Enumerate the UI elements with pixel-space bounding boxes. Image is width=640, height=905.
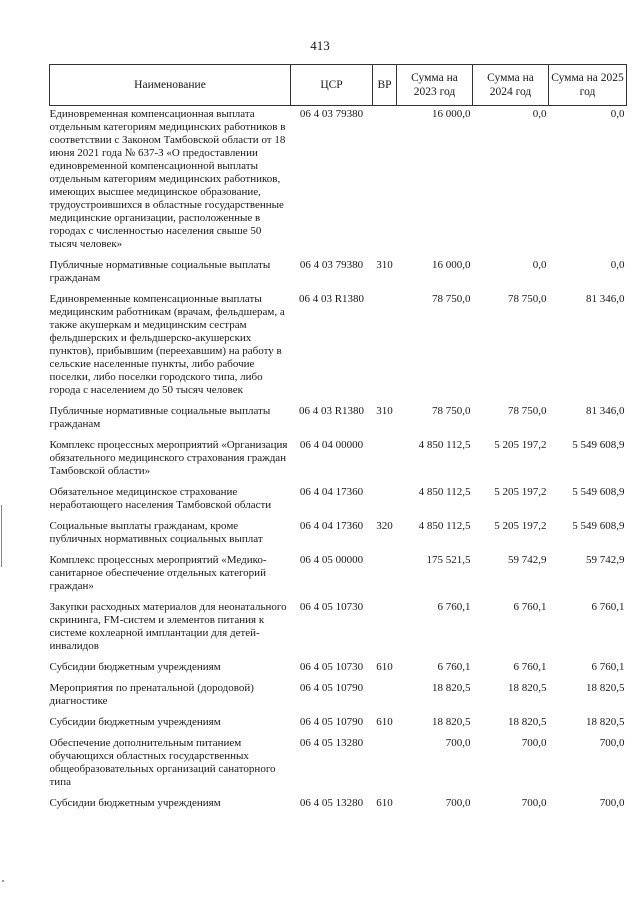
row-sum-2025: 6 760,1	[591, 661, 625, 673]
row-csr: 06 4 04 17360	[299, 486, 364, 498]
table-header-row	[50, 65, 627, 106]
row-sum-2025: 700,0	[599, 737, 625, 749]
row-vr: 320	[376, 520, 393, 532]
row-vr: 610	[376, 661, 393, 673]
row-sum-2023: 18 820,5	[432, 716, 471, 728]
row-name: Публичные нормативные социальные выплаты гражданам	[49, 259, 271, 284]
page-number: 413	[310, 38, 330, 53]
row-sum-2025: 18 820,5	[586, 682, 625, 694]
header-sum-2025: Сумма на 2025 год	[549, 65, 627, 106]
row-sum-2024: 59 742,9	[508, 554, 547, 566]
row-sum-2024: 5 205 197,2	[494, 486, 547, 498]
row-name: Комплекс процессных мероприятий «Организация обязательного медицинского страхования граждан Тамбовской области»	[49, 439, 288, 477]
row-sum-2023: 4 850 112,5	[418, 486, 471, 498]
scan-speck	[2, 880, 4, 882]
row-csr: 06 4 05 00000	[299, 554, 364, 566]
row-vr	[373, 106, 397, 258]
row-sum-2025: 0,0	[610, 259, 625, 271]
row-sum-2024: 6 760,1	[513, 601, 547, 613]
row-csr: 06 4 04 17360	[299, 520, 364, 532]
row-sum-2023: 78 750,0	[432, 293, 471, 305]
header-csr: ЦСР	[291, 65, 373, 106]
row-sum-2025: 18 820,5	[586, 716, 625, 728]
row-csr: 06 4 05 10730	[299, 661, 364, 673]
row-csr: 06 4 03 R1380	[298, 293, 365, 305]
row-vr: 610	[376, 797, 393, 809]
row-sum-2024: 5 205 197,2	[494, 520, 547, 532]
row-vr	[373, 291, 397, 403]
row-csr: 06 4 05 10790	[299, 682, 364, 694]
row-csr: 06 4 05 13280	[299, 797, 364, 809]
row-sum-2025: 5 549 608,9	[572, 439, 625, 451]
row-csr: 06 4 03 R1380	[298, 405, 365, 417]
header-vr: ВР	[373, 65, 397, 106]
row-sum-2025: 6 760,1	[591, 601, 625, 613]
row-sum-2024: 18 820,5	[508, 716, 547, 728]
row-vr	[373, 437, 397, 484]
row-name: Единовременные компенсационные выплаты медицинским работникам (врачам, фельдшерам, а также акушеркам и медицинским сестрам фельдшерских и фельдшерско-акушерских пунктов), прибывшим (переехавшим) на работу в сельские населенные пункты, либо рабочие поселки, либо поселки городского типа, либо города с населением до 50 тысяч человек	[49, 293, 285, 396]
row-name: Обеспечение дополнительным питанием обучающихся областных государственных общеобразовательных организаций санаторного типа	[49, 737, 276, 788]
row-sum-2024: 78 750,0	[508, 293, 547, 305]
row-sum-2025: 81 346,0	[586, 405, 625, 417]
row-vr: 610	[376, 716, 393, 728]
row-csr: 06 4 03 79380	[299, 108, 364, 120]
row-name: Закупки расходных материалов для неонатального скрининга, FM-систем и элементов питания к системе кохлеарной имплантации для детей-инвалидов	[49, 601, 287, 652]
row-name: Субсидии бюджетным учреждениям	[49, 716, 221, 728]
row-sum-2025: 700,0	[599, 797, 625, 809]
table-row	[50, 795, 627, 816]
row-sum-2024: 18 820,5	[508, 682, 547, 694]
table-row	[50, 552, 627, 599]
row-sum-2023: 700,0	[445, 737, 471, 749]
table-row	[50, 291, 627, 403]
table-row	[50, 257, 627, 291]
row-sum-2024: 0,0	[532, 108, 547, 120]
row-csr: 06 4 05 10730	[299, 601, 364, 613]
header-name: Наименование	[50, 65, 291, 106]
table-body	[50, 106, 627, 817]
row-sum-2024: 700,0	[521, 737, 547, 749]
row-sum-2023: 6 760,1	[437, 601, 471, 613]
row-sum-2023: 6 760,1	[437, 661, 471, 673]
table-row	[50, 714, 627, 735]
row-name: Субсидии бюджетным учреждениям	[49, 797, 221, 809]
row-name: Комплекс процессных мероприятий «Медико-санитарное обеспечение отдельных категорий граждан»	[49, 554, 267, 592]
table-row	[50, 106, 627, 258]
row-vr	[373, 735, 397, 795]
row-vr	[373, 484, 397, 518]
row-csr: 06 4 05 13280	[299, 737, 364, 749]
row-csr: 06 4 04 00000	[299, 439, 364, 451]
row-sum-2023: 4 850 112,5	[418, 520, 471, 532]
row-sum-2024: 6 760,1	[513, 661, 547, 673]
row-sum-2023: 700,0	[445, 797, 471, 809]
row-name: Единовременная компенсационная выплата отдельным категориям медицинских работников в соответствии с Законом Тамбовской области от 18 июня 2021 года № 637-З «О предоставлении единовременной компенсационной выплаты отдельным категориям медицинских работников, имеющих высшее медицинское образование, трудоустроившихся в областные государственные медицинские организации, расположенные в городах с численностью населения свыше 50 тысяч человек»	[49, 108, 286, 250]
table-row	[50, 659, 627, 680]
table-row	[50, 599, 627, 659]
table-row	[50, 484, 627, 518]
row-sum-2025: 5 549 608,9	[572, 520, 625, 532]
row-csr: 06 4 05 10790	[299, 716, 364, 728]
row-sum-2024: 0,0	[532, 259, 547, 271]
row-sum-2023: 18 820,5	[432, 682, 471, 694]
row-vr: 310	[376, 259, 393, 271]
row-vr: 310	[376, 405, 393, 417]
row-sum-2025: 0,0	[610, 108, 625, 120]
row-name: Обязательное медицинское страхование неработающего населения Тамбовской области	[49, 486, 272, 511]
row-sum-2025: 5 549 608,9	[572, 486, 625, 498]
row-sum-2023: 16 000,0	[432, 108, 471, 120]
row-sum-2023: 16 000,0	[432, 259, 471, 271]
header-sum-2024: Сумма на 2024 год	[473, 65, 549, 106]
row-vr	[373, 680, 397, 714]
row-csr: 06 4 03 79380	[299, 259, 364, 271]
budget-table	[49, 64, 627, 816]
scan-edge-mark	[1, 505, 2, 567]
table-row	[50, 680, 627, 714]
header-sum-2023: Сумма на 2023 год	[397, 65, 473, 106]
row-sum-2024: 700,0	[521, 797, 547, 809]
row-sum-2024: 78 750,0	[508, 405, 547, 417]
row-sum-2023: 78 750,0	[432, 405, 471, 417]
row-sum-2024: 5 205 197,2	[494, 439, 547, 451]
row-sum-2025: 81 346,0	[586, 293, 625, 305]
row-name: Мероприятия по пренатальной (дородовой) диагностике	[49, 682, 254, 707]
row-name: Субсидии бюджетным учреждениям	[49, 661, 221, 673]
row-sum-2023: 4 850 112,5	[418, 439, 471, 451]
row-vr	[373, 599, 397, 659]
row-name: Социальные выплаты гражданам, кроме публичных нормативных социальных выплат	[49, 520, 263, 545]
table-row	[50, 403, 627, 437]
row-sum-2025: 59 742,9	[586, 554, 625, 566]
row-sum-2023: 175 521,5	[426, 554, 471, 566]
table-row	[50, 518, 627, 552]
row-vr	[373, 552, 397, 599]
table-row	[50, 735, 627, 795]
row-name: Публичные нормативные социальные выплаты гражданам	[49, 405, 271, 430]
table-row	[50, 437, 627, 484]
